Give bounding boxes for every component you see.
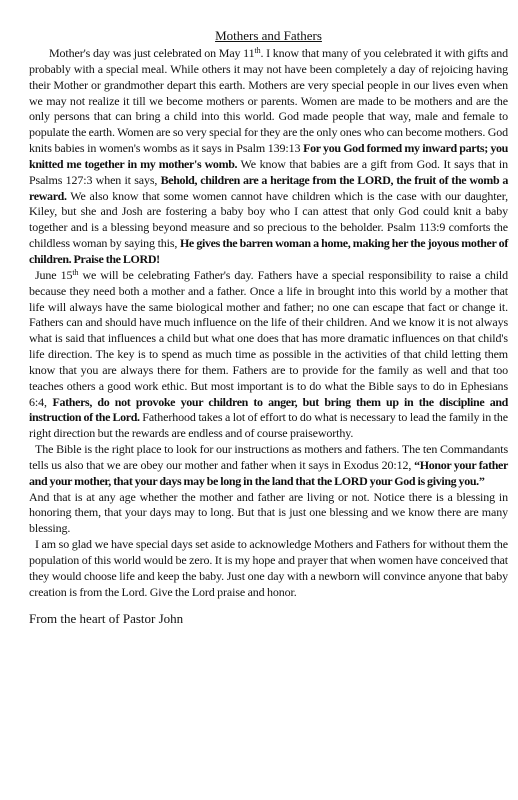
scripture-quote: “Honor your father and your mother, that your days may be long in the land that the LORD your God is giving you.” [29,457,508,488]
text-run: June 15 [35,267,73,282]
article-title: Mothers and Fathers [215,28,322,43]
text-run: we will be celebrating Father's day. Fathers have a special responsibility to raise a child because they need both a mother and a father. Once a life in brought into this world by a mother that life will always have the same biological mother and father; no one can escape that fact or change it. Fathers can and should have much influence on the life of their children. And we know it is not always what is said that influences a child but what one does that has more dramatic influences on that child's life direction. The key is to spend as much time as possible in the activities of that child letting them know that you are always there for them. Fathers are to provide for the family as well and that too teaches others a good work ethic. But most important is to do what the Bible says to do in Ephesians 6:4, [29,267,509,409]
text-run: Mother's day was just celebrated on May 11 [49,46,255,60]
article-body [29,46,508,601]
paragraph-closing: I am so glad we have special days set aside to acknowledge Mothers and Fathers for without them the population of this world would be zero. It is my hope and prayer that when women have conceived that they would choose life and keep the baby. Just one day with a newborn will convince anyone that baby creation is from the Lord. Give the Lord praise and honor. [29,537,508,599]
ordinal-suffix: th [72,267,79,277]
scripture-quote: He gives the barren woman a home, making her the joyous mother of children. Praise the LORD! [29,236,508,266]
scripture-quote: Fathers, do not provoke your children to anger, but bring them up in the discipline and instruction of the Lord. [29,394,508,425]
text-run: . I know that many of you celebrated it with gifts and probably with a special meal. While others it may not have been completely a day of rejoicing having their Mother or grandmother depart this earth. Mothers are very special people in our lives even when we may not realize it till we become mothers or parents. Women are made to be mothers and are the only persons that can bring a child into this world. God made people that way, male and female to populate the earth. Women are so very special for they are the only ones who can become mothers. God knits babies in women's wombs as it says in Psalm 139:13 [29,46,508,156]
paragraph-fathers [29,268,508,442]
signature: From the heart of Pastor John [29,610,184,626]
scripture-quote: For you God formed my inward parts; you knitted me together in my mother's womb. [29,141,508,171]
paragraph-mothers [29,46,508,268]
scripture-quote: Behold, children are a heritage from the LORD, the fruit of the womb a reward. [29,172,508,203]
text-run: Fatherhood takes a lot of effort to do what is necessary to lead the family in the right direction but the rewards are endless and of course praiseworthy. [29,410,508,441]
text-run: We know that babies are a gift from God. It says that in Psalms 127:3 when it says, [29,156,509,187]
paragraph-bible [29,442,508,490]
text-run: The Bible is the right place to look for our instructions as mothers and fathers. The ten Commandants tells us also that we are obey our mother and father when it says in Exodus 20:12, [29,442,508,472]
paragraph-honor: And that is at any age whether the mother and father are living or not. Notice there is a blessing in honoring them, that your days may to long. But that is just one blessing and we know there are many blessing. [29,489,508,536]
text-run: We also know that some women cannot have children which is the case with our daughter, Kiley, but she and Josh are fostering a baby boy who I can attest that only God could knit a baby together and is a blessing beyond measure and so precious to the beholder. Psalm 113:9 comforts the childless woman by saying this, [29,188,508,251]
ordinal-suffix: th [254,46,261,55]
